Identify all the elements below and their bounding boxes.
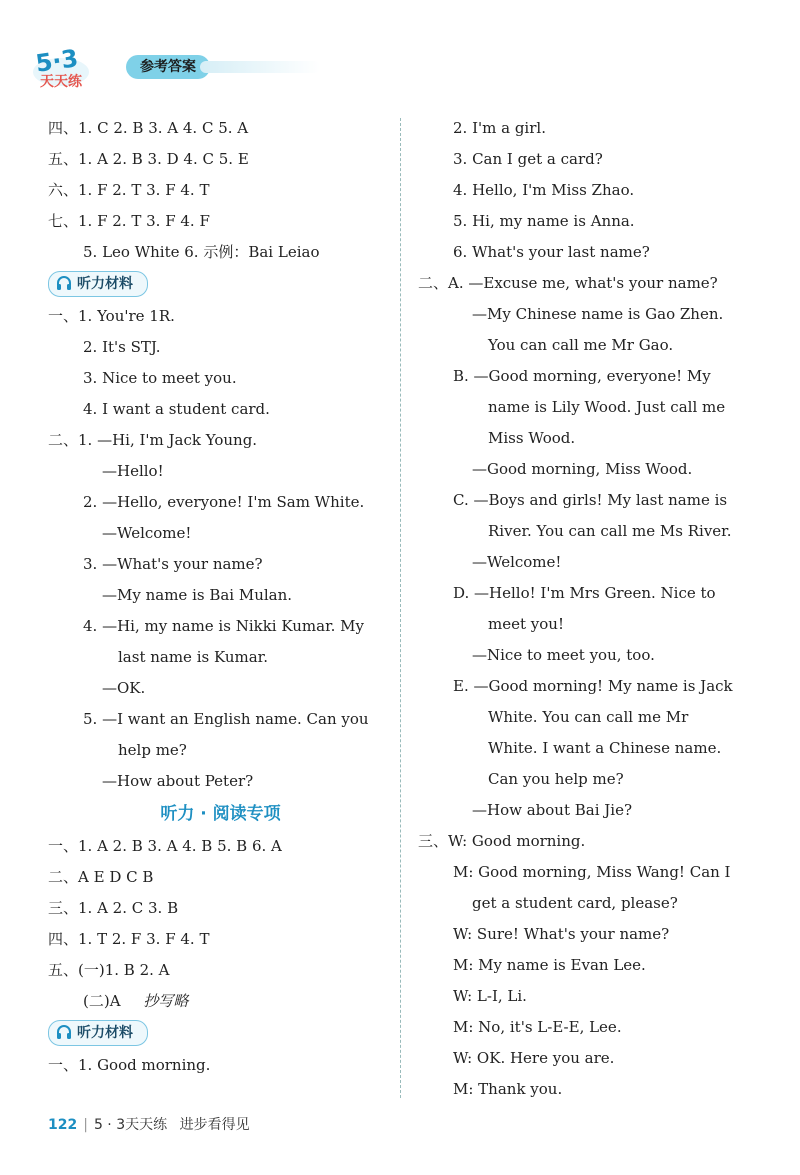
transcript-line: 2. It's STJ. <box>83 338 161 356</box>
answer-line: 二、A E D C B <box>48 868 154 886</box>
transcript-line: get a student card, please? <box>472 894 678 912</box>
answer-key-tag: 参考答案 <box>126 55 210 79</box>
transcript-line: 5. —I want an English name. Can you <box>83 710 369 728</box>
answer-line: 四、1. C 2. B 3. A 4. C 5. A <box>48 119 249 137</box>
transcript-line: —My Chinese name is Gao Zhen. <box>472 305 724 323</box>
answer-line: 一、1. A 2. B 3. A 4. B 5. B 6. A <box>48 837 282 855</box>
transcript-line: D. —Hello! I'm Mrs Green. Nice to <box>453 584 716 602</box>
transcript-line: M: My name is Evan Lee. <box>453 956 646 974</box>
transcript-line: —Good morning, Miss Wood. <box>472 460 693 478</box>
transcript-line: 3. —What's your name? <box>83 555 263 573</box>
transcript-line: 4. I want a student card. <box>83 400 270 418</box>
transcript-line: 3. Can I get a card? <box>453 150 603 168</box>
answer-line <box>48 986 393 1017</box>
transcript-line: 6. What's your last name? <box>453 243 650 261</box>
brand-logo-icon <box>30 44 92 90</box>
handwritten-note: 抄写略 <box>143 992 189 1010</box>
transcript-line: 一、1. You're 1R. <box>48 307 175 325</box>
right-column <box>418 113 758 1105</box>
transcript-line: help me? <box>118 741 187 759</box>
transcript-line: —Nice to meet you, too. <box>472 646 655 664</box>
headphones-icon <box>55 1023 73 1041</box>
transcript-line: M: Good morning, Miss Wang! Can I <box>453 863 731 881</box>
transcript-line: B. —Good morning, everyone! My <box>453 367 711 385</box>
pill-label: 听力材料 <box>77 1025 133 1041</box>
answer-line: 三、1. A 2. C 3. B <box>48 899 179 917</box>
transcript-line: last name is Kumar. <box>118 648 268 666</box>
transcript-line: 三、W: Good morning. <box>418 832 586 850</box>
footer-slogan: 进步看得见 <box>179 1117 250 1133</box>
svg-text:天天练: 天天练 <box>40 74 82 90</box>
answer-line: 六、1. F 2. T 3. F 4. T <box>48 181 210 199</box>
transcript-line: —Welcome! <box>472 553 562 571</box>
transcript-line: River. You can call me Ms River. <box>488 522 732 540</box>
transcript-line: White. You can call me Mr <box>488 708 689 726</box>
answer-line: 七、1. F 2. T 3. F 4. F <box>48 212 210 230</box>
transcript-line: W: Sure! What's your name? <box>453 925 670 943</box>
left-column <box>48 113 393 1081</box>
transcript-line: 2. —Hello, everyone! I'm Sam White. <box>83 493 365 511</box>
footer-brand: 5 · 3天天练 <box>93 1117 168 1133</box>
transcript-line: —My name is Bai Mulan. <box>102 586 293 604</box>
page-number: 122 <box>48 1117 78 1133</box>
transcript-line: 2. I'm a girl. <box>453 119 546 137</box>
transcript-line: —Hello! <box>102 462 164 480</box>
transcript-line: 4. —Hi, my name is Nikki Kumar. My <box>83 617 364 635</box>
transcript-line: —How about Bai Jie? <box>472 801 633 819</box>
transcript-line: Miss Wood. <box>488 429 576 447</box>
transcript-line: White. I want a Chinese name. <box>488 739 722 757</box>
page-footer: 122 | 5 · 3天天练 进步看得见 <box>48 1117 250 1133</box>
transcript-line: —Welcome! <box>102 524 192 542</box>
transcript-line: 一、1. Good morning. <box>48 1056 211 1074</box>
column-divider <box>400 118 401 1098</box>
answer-line: 五、1. A 2. B 3. D 4. C 5. E <box>48 150 249 168</box>
transcript-line: W: L-I, Li. <box>453 987 527 1005</box>
listening-material-pill <box>48 1020 148 1046</box>
transcript-line: 二、A. —Excuse me, what's your name? <box>418 274 718 292</box>
transcript-line: —OK. <box>102 679 146 697</box>
transcript-line: 3. Nice to meet you. <box>83 369 237 387</box>
answer-text: (二)A <box>83 992 121 1010</box>
transcript-line: M: No, it's L-E-E, Lee. <box>453 1018 622 1036</box>
transcript-line: 5. Hi, my name is Anna. <box>453 212 635 230</box>
transcript-line: You can call me Mr Gao. <box>488 336 674 354</box>
transcript-line: 二、1. —Hi, I'm Jack Young. <box>48 431 258 449</box>
transcript-line: meet you! <box>488 615 564 633</box>
transcript-line: Can you help me? <box>488 770 624 788</box>
header-decoration <box>200 61 320 73</box>
transcript-line: —How about Peter? <box>102 772 254 790</box>
transcript-line: C. —Boys and girls! My last name is <box>453 491 728 509</box>
page-header <box>30 44 370 90</box>
headphones-icon <box>55 274 73 292</box>
transcript-line: name is Lily Wood. Just call me <box>488 398 726 416</box>
svg-text:5·3: 5·3 <box>33 44 80 78</box>
transcript-line: 4. Hello, I'm Miss Zhao. <box>453 181 635 199</box>
section-title: 听力 · 阅读专项 <box>160 804 281 824</box>
answer-line: 5. Leo White 6. 示例：Bai Leiao <box>83 243 320 261</box>
transcript-line: M: Thank you. <box>453 1080 563 1098</box>
transcript-line: E. —Good morning! My name is Jack <box>453 677 733 695</box>
transcript-line: W: OK. Here you are. <box>453 1049 615 1067</box>
answer-line: 四、1. T 2. F 3. F 4. T <box>48 930 210 948</box>
listening-material-pill <box>48 271 148 297</box>
pill-label: 听力材料 <box>77 276 133 292</box>
answer-line: 五、(一)1. B 2. A <box>48 961 170 979</box>
